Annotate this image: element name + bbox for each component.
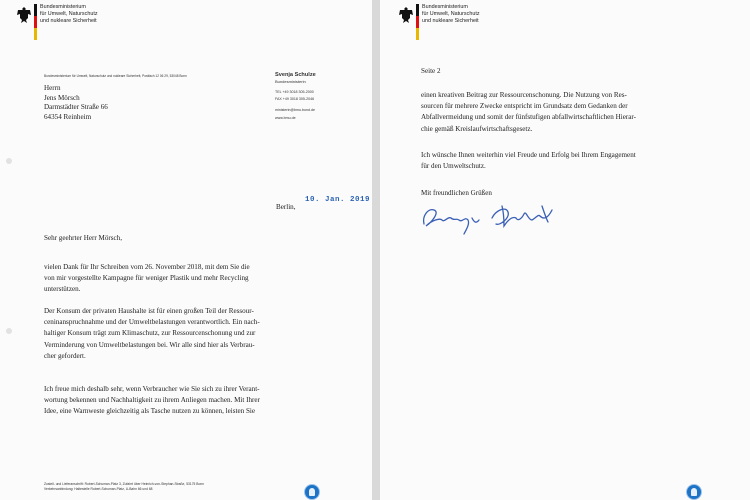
letter-paragraph bbox=[44, 262, 354, 296]
letter-paragraph bbox=[421, 150, 731, 172]
text-line: von mir vorgestellte Kampagne für weniger Plastik und mehr Recycling bbox=[44, 274, 249, 283]
letter-page-1 bbox=[0, 0, 372, 500]
page-label: Seite 2 bbox=[421, 67, 441, 75]
sender-return-line: Bundesministerium für Umwelt, Naturschutz und nukleare Sicherheit, Postfach 12 06 29, 53048 Bonn bbox=[44, 74, 187, 78]
ministry-line-1: Bundesministerium bbox=[422, 4, 468, 10]
sender-tel: TEL +49 3018 305-2000 bbox=[275, 90, 314, 94]
sender-website: www.bmu.de bbox=[275, 116, 296, 120]
recipient-name: Jens Mörsch bbox=[44, 93, 80, 102]
punch-hole bbox=[6, 158, 12, 164]
handwritten-signature bbox=[418, 196, 578, 236]
text-line: Der Konsum der privaten Haushalte ist für einen großen Teil der Ressour- bbox=[44, 307, 254, 315]
federal-eagle-icon bbox=[398, 6, 414, 24]
letter-greeting: Sehr geehrter Herr Mörsch, bbox=[44, 234, 123, 242]
recipient-street: Darmstädter Straße 66 bbox=[44, 103, 108, 111]
letter-page-2 bbox=[380, 0, 750, 500]
closing-phrase: Mit freundlichen Grüßen bbox=[421, 189, 492, 197]
date-stamp: 10. Jan. 2019 bbox=[305, 196, 371, 204]
text-line: wortung bekennen und Nachhaltigkeit zu ihrem Anliegen machen. Mit Ihrer bbox=[44, 396, 260, 405]
text-line: haltiger Konsum trägt zum Klimaschutz, zur Ressourcenschonung und zur bbox=[44, 329, 256, 338]
text-line: unterstützen. bbox=[44, 285, 81, 294]
sender-email: ministerin@bmu.bund.de bbox=[275, 108, 316, 112]
ministry-logo-text bbox=[422, 4, 542, 25]
ministry-line-2: für Umwelt, Naturschutz bbox=[422, 11, 480, 17]
ministry-logo-text bbox=[40, 4, 160, 25]
recipient-address bbox=[44, 84, 108, 122]
text-line: ceninanspruchnahme und der Umweltbelastungen verantwortlich. Ein nach- bbox=[44, 318, 260, 327]
punch-hole bbox=[6, 328, 12, 334]
text-line: cher gefordert. bbox=[44, 351, 86, 360]
text-line: chie gemäß Kreislaufwirtschaftsgesetz. bbox=[421, 124, 533, 133]
sender-fax: FAX +49 3018 305-2046 bbox=[275, 97, 315, 101]
ministry-line-1: Bundesministerium bbox=[40, 4, 86, 10]
flag-bar-icon bbox=[34, 4, 37, 40]
text-line: für den Umweltschutz. bbox=[421, 162, 486, 171]
ministry-line-3: und nukleare Sicherheit bbox=[422, 18, 479, 24]
letter-footer bbox=[44, 482, 204, 492]
blauer-engel-seal-icon bbox=[304, 484, 320, 500]
letter-paragraph bbox=[44, 306, 354, 362]
blauer-engel-seal-icon bbox=[686, 484, 702, 500]
ministry-line-3: und nukleare Sicherheit bbox=[40, 18, 97, 24]
text-line: vielen Dank für Ihr Schreiben vom 26. November 2018, mit dem Sie die bbox=[44, 263, 250, 271]
recipient-salutation: Herrn bbox=[44, 84, 61, 92]
recipient-city: 64354 Reinheim bbox=[44, 112, 92, 121]
letter-paragraph bbox=[44, 384, 354, 418]
flag-bar-icon bbox=[416, 4, 419, 40]
letter-paragraph bbox=[421, 90, 731, 135]
sender-name: Svenja Schulze bbox=[275, 72, 316, 78]
text-line: sourcen für mehrere Zwecke entspricht im Grundsatz dem Gedanken der bbox=[421, 102, 628, 111]
federal-eagle-icon bbox=[16, 6, 32, 24]
text-line: Idee, eine Warnweste gleichzeitig als Tasche nutzen zu können, leisten Sie bbox=[44, 407, 256, 416]
text-line: einen kreativen Beitrag zur Ressourcenschonung. Die Nutzung von Res- bbox=[421, 91, 627, 99]
sender-title: Bundesministerin bbox=[275, 79, 306, 84]
place-label: Berlin, bbox=[276, 203, 296, 211]
text-line: Ich wünsche Ihnen weiterhin viel Freude und Erfolg bei Ihrem Engagement bbox=[421, 151, 636, 159]
footer-line: Verkehrsanbindung: Haltestelle Robert-Schuman-Platz, U-Bahn 66 und 68 bbox=[44, 487, 153, 491]
text-line: Ich freue mich deshalb sehr, wenn Verbraucher wie Sie sich zu ihrer Verant- bbox=[44, 385, 260, 393]
ministry-line-2: für Umwelt, Naturschutz bbox=[40, 11, 98, 17]
footer-line: Zustell- und Lieferanschrift: Robert-Schuman-Platz 3, Zufahrt über Heinrich-von-Stephan-Straße, 53175 Bonn bbox=[44, 482, 204, 486]
text-line: Verminderung von Umweltbelastungen bei. Wir alle sind hier als Verbrau- bbox=[44, 340, 255, 349]
sender-block bbox=[275, 72, 370, 120]
text-line: Abfallvermeidung und somit der fünfstufigen abfallwirtschaftlichen Hierar- bbox=[421, 113, 636, 122]
